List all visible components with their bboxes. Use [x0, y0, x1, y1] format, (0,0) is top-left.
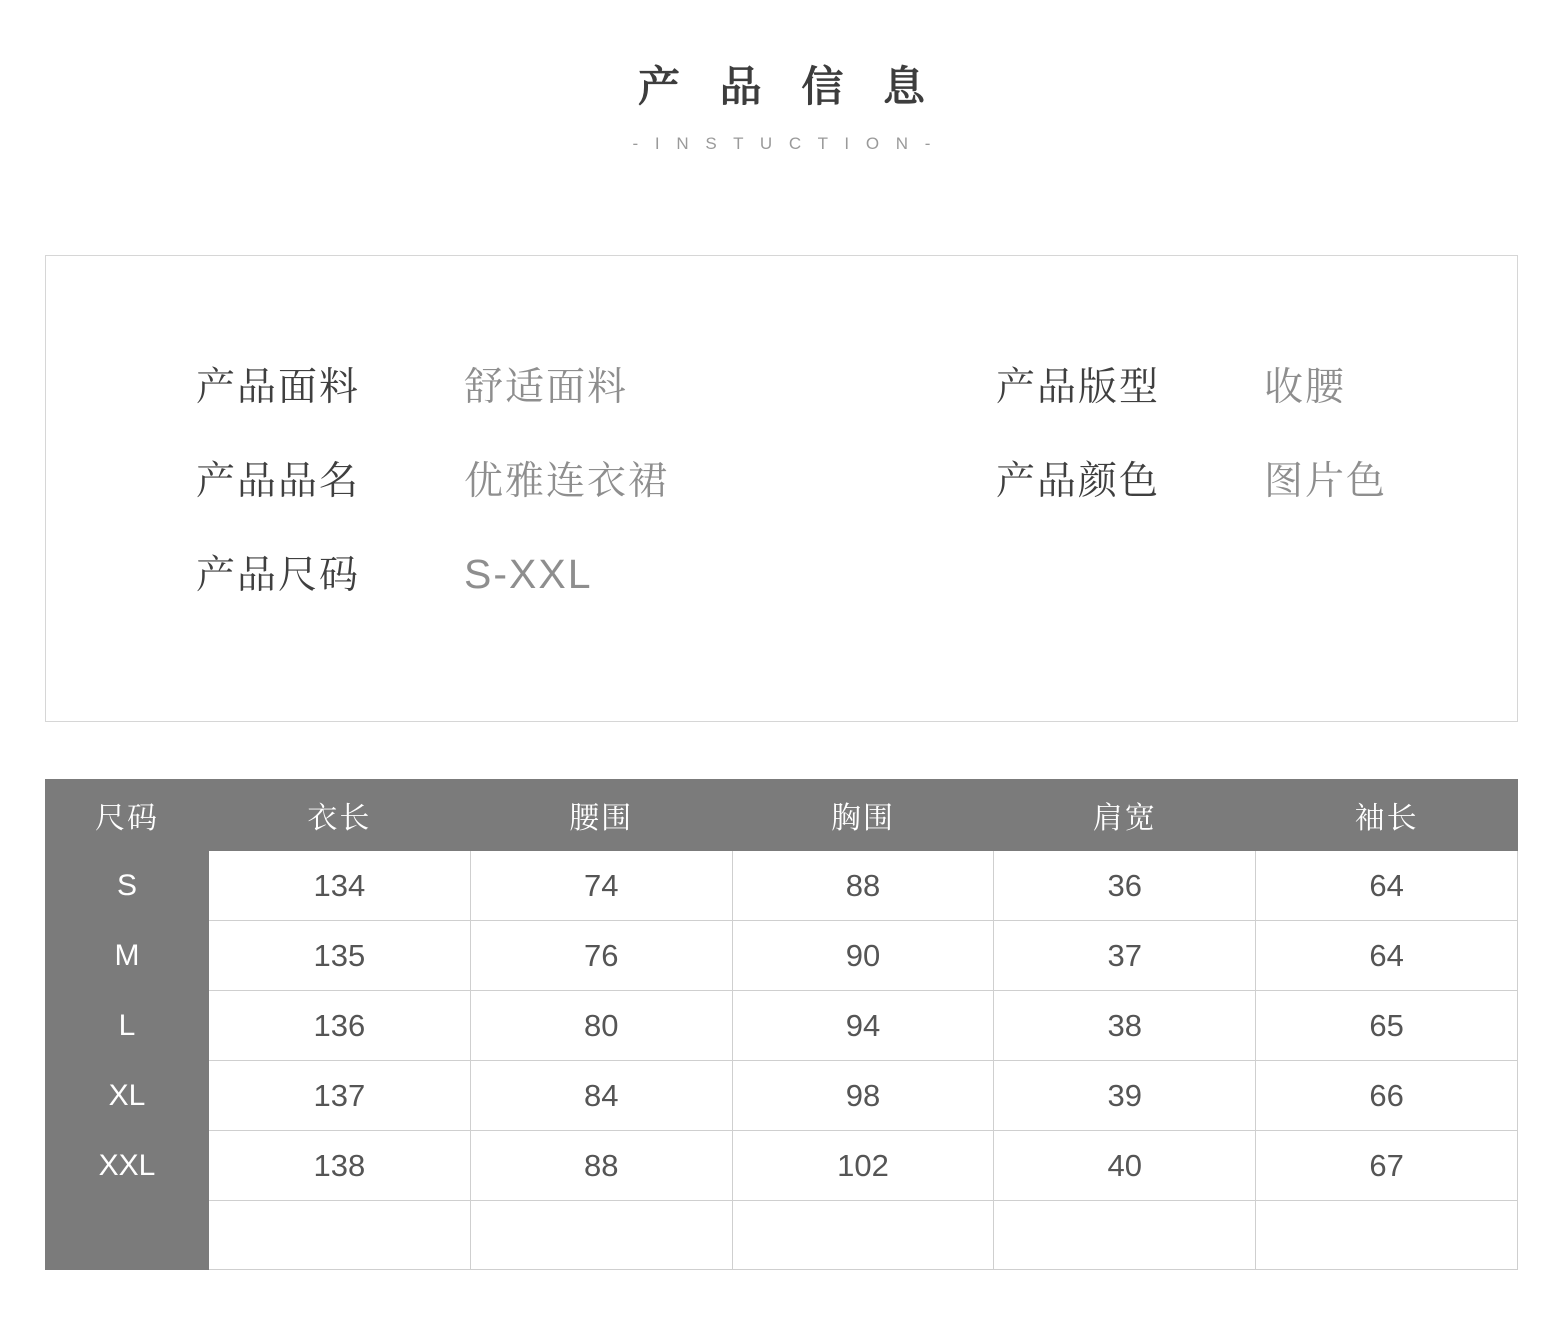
info-row [196, 450, 1496, 506]
cell-shoulder [994, 1201, 1256, 1270]
info-pair-fit [996, 356, 1346, 412]
product-info-box [45, 255, 1518, 722]
info-label-size: 产品尺码 [196, 554, 361, 597]
cell-bust: 102 [732, 1131, 994, 1201]
table-header-row [46, 780, 1518, 851]
row-header-size: XL [46, 1061, 209, 1131]
column-header-size: 尺码 [46, 780, 209, 851]
cell-waist: 88 [470, 1131, 732, 1201]
size-chart-header [46, 780, 1518, 851]
size-chart-table [45, 779, 1518, 1270]
cell-bust: 94 [732, 991, 994, 1061]
page-header [0, 0, 1563, 154]
info-label-fabric: 产品面料 [196, 366, 361, 409]
size-chart-body [46, 851, 1518, 1270]
cell-length: 134 [209, 851, 471, 921]
cell-waist [470, 1201, 732, 1270]
cell-shoulder: 36 [994, 851, 1256, 921]
info-value-color: 图片色 [1264, 460, 1388, 503]
info-row [196, 356, 1496, 412]
info-value-fit: 收腰 [1264, 366, 1347, 409]
info-pair-fabric [196, 356, 996, 412]
column-header-shoulder: 肩宽 [994, 780, 1256, 851]
cell-bust [732, 1201, 994, 1270]
cell-waist: 76 [470, 921, 732, 991]
cell-length: 138 [209, 1131, 471, 1201]
cell-sleeve: 65 [1256, 991, 1518, 1061]
page-subtitle: - I N S T U C T I O N - [632, 134, 937, 154]
cell-sleeve: 64 [1256, 921, 1518, 991]
cell-length [209, 1201, 471, 1270]
row-header-size: S [46, 851, 209, 921]
row-header-size: XXL [46, 1131, 209, 1201]
table-row [46, 991, 1518, 1061]
cell-sleeve: 64 [1256, 851, 1518, 921]
row-header-size [46, 1201, 209, 1270]
cell-waist: 80 [470, 991, 732, 1061]
info-pair-size [196, 544, 996, 600]
column-header-bust: 胸围 [732, 780, 994, 851]
column-header-length: 衣长 [209, 780, 471, 851]
info-label-fit: 产品版型 [996, 366, 1161, 409]
table-row [46, 1201, 1518, 1270]
cell-length: 136 [209, 991, 471, 1061]
table-row [46, 1131, 1518, 1201]
info-pair-name [196, 450, 996, 506]
cell-length: 137 [209, 1061, 471, 1131]
info-row [196, 544, 1496, 600]
column-header-waist: 腰围 [470, 780, 732, 851]
cell-bust: 90 [732, 921, 994, 991]
info-value-size: S-XXL [464, 551, 593, 597]
cell-shoulder: 38 [994, 991, 1256, 1061]
cell-sleeve [1256, 1201, 1518, 1270]
row-header-size: M [46, 921, 209, 991]
cell-length: 135 [209, 921, 471, 991]
info-value-fabric: 舒适面料 [464, 366, 629, 409]
cell-shoulder: 40 [994, 1131, 1256, 1201]
info-value-name: 优雅连衣裙 [464, 460, 670, 503]
page-title: 产 品 信 息 [637, 63, 939, 110]
row-header-size: L [46, 991, 209, 1061]
cell-waist: 84 [470, 1061, 732, 1131]
cell-sleeve: 67 [1256, 1131, 1518, 1201]
cell-bust: 98 [732, 1061, 994, 1131]
cell-bust: 88 [732, 851, 994, 921]
table-row [46, 1061, 1518, 1131]
table-row [46, 851, 1518, 921]
info-label-color: 产品颜色 [996, 460, 1161, 503]
info-label-name: 产品品名 [196, 460, 361, 503]
table-row [46, 921, 1518, 991]
cell-shoulder: 39 [994, 1061, 1256, 1131]
product-info-grid [196, 356, 1496, 638]
info-pair-color [996, 450, 1387, 506]
cell-shoulder: 37 [994, 921, 1256, 991]
column-header-sleeve: 袖长 [1256, 780, 1518, 851]
cell-sleeve: 66 [1256, 1061, 1518, 1131]
cell-waist: 74 [470, 851, 732, 921]
